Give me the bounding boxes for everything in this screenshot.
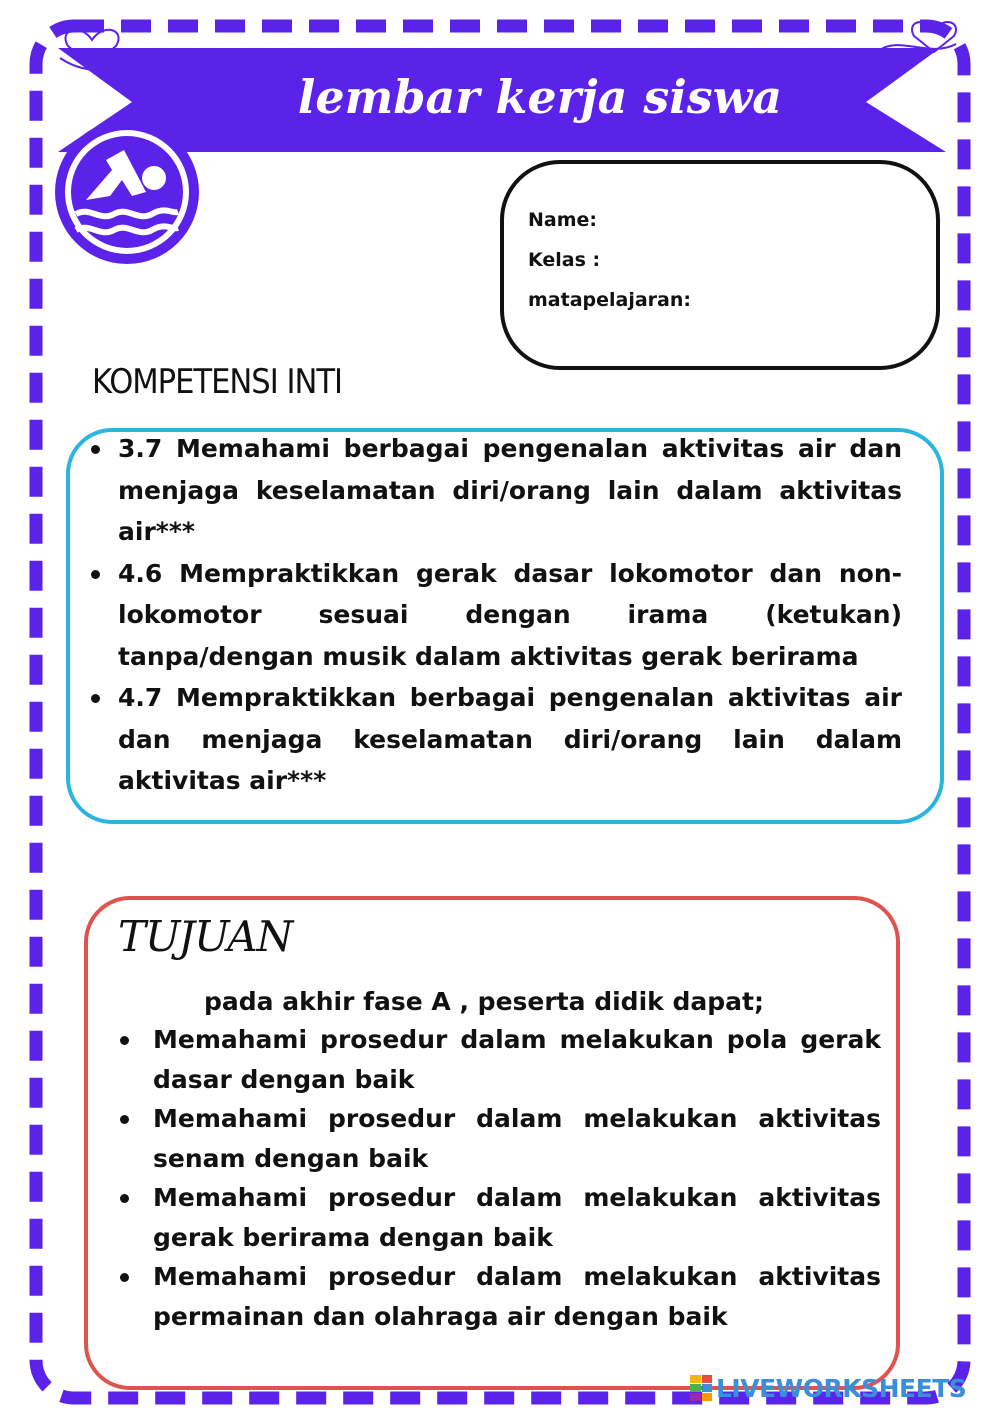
name-label: Name: (528, 209, 598, 231)
swimmer-icon (55, 120, 199, 264)
list-item: Memahami prosedur dalam melakukan aktivitas gerak berirama dengan baik (153, 1178, 881, 1257)
list-item: Memahami prosedur dalam melakukan aktivitas permainan dan olahraga air dengan baik (153, 1257, 881, 1336)
tujuan-intro: pada akhir fase A , peserta didik dapat; (204, 987, 764, 1016)
list-item: Memahami prosedur dalam melakukan aktivitas senam dengan baik (153, 1099, 881, 1178)
watermark-text: LIVEWORKSHEETS (716, 1373, 967, 1403)
list-item: 4.6 Mempraktikkan gerak dasar lokomotor dan non-lokomotor sesuai dengan irama (ketukan) tanpa/dengan musik dalam aktivitas gerak berirama (118, 553, 902, 678)
class-label: Kelas : (528, 249, 601, 271)
page-title: lembar kerja siswa (297, 70, 783, 124)
tujuan-heading: TUJUAN (118, 912, 293, 961)
kompetensi-heading: KOMPETENSI INTI (92, 362, 343, 402)
liveworksheets-watermark[interactable] (690, 1370, 966, 1406)
student-info-box (500, 160, 940, 370)
list-item: 3.7 Memahami berbagai pengenalan aktivitas air dan menjaga keselamatan diri/orang lain dalam aktivitas air*** (118, 428, 902, 553)
kompetensi-list (118, 428, 902, 802)
subject-label: matapelajaran: (528, 289, 691, 311)
list-item: Memahami prosedur dalam melakukan pola gerak dasar dengan baik (153, 1020, 881, 1099)
liveworksheets-logo-icon (690, 1375, 712, 1401)
list-item: 4.7 Mempraktikkan berbagai pengenalan aktivitas air dan menjaga keselamatan diri/orang lain dalam aktivitas air*** (118, 677, 902, 802)
tujuan-list (153, 1020, 881, 1336)
